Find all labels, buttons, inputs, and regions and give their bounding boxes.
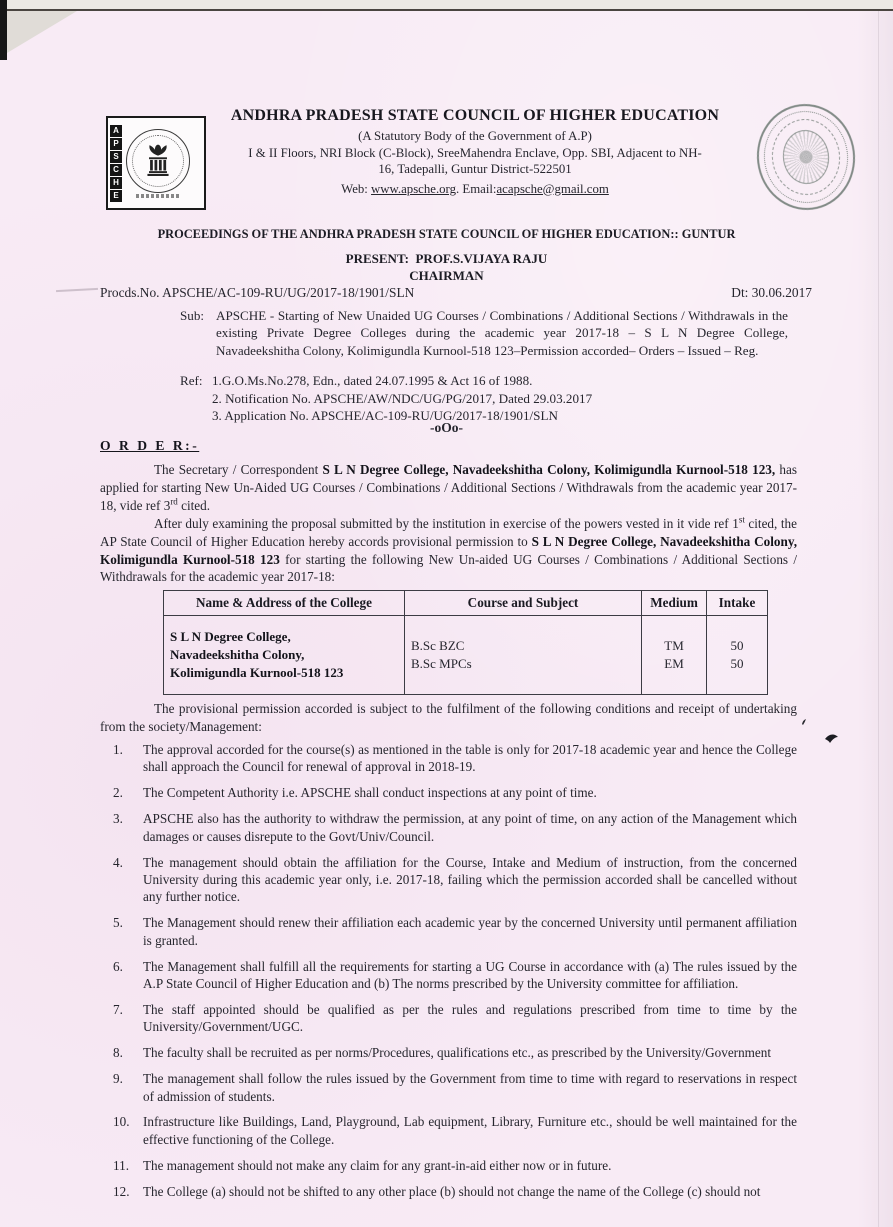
present-line bbox=[0, 251, 893, 267]
apsche-logo bbox=[106, 116, 206, 210]
address-line-2: 16, Tadepalli, Guntur District-522501 bbox=[378, 162, 572, 177]
scanner-edge-left bbox=[0, 0, 7, 60]
logo-letter: H bbox=[110, 177, 122, 189]
scanner-edge-top bbox=[0, 0, 893, 11]
reference-label: Ref: bbox=[180, 373, 203, 388]
paper-crease bbox=[56, 288, 98, 292]
subject-text: APSCHE - Starting of New Unaided UG Courses / Combinations / Additional Sections / Withdrawals in the existing Private Degree Colleges during the academic year 2017-18 – S L N Degree College, Navadeekshitha Colony, Kolimigundla Kurnool-518 123–Permission accorded– Orders – Issued – Reg. bbox=[216, 308, 788, 358]
condition-item bbox=[113, 1001, 797, 1036]
chairman-designation: CHAIRMAN bbox=[409, 268, 484, 283]
order-paragraph-2 bbox=[100, 515, 797, 586]
condition-item bbox=[113, 741, 797, 776]
condition-text: The College (a) should not be shifted to any other place (b) should not change the name of the College (c) should not bbox=[143, 1183, 761, 1199]
condition-text: Infrastructure like Buildings, Land, Playground, Lab equipment, Library, Furniture etc., should be well maintained for the effective functioning of the College. bbox=[143, 1114, 797, 1147]
lamp-pillar-emblem-icon bbox=[126, 129, 190, 193]
college-line: S L N Degree College, bbox=[170, 629, 291, 644]
logo-emblem bbox=[124, 124, 192, 202]
council-seal-stamp-icon bbox=[751, 98, 861, 215]
condition-text: The Management should renew their affiliation each academic year by the concerned University until permanent affiliation is granted. bbox=[143, 915, 797, 948]
conditions-list bbox=[113, 741, 797, 1209]
condition-number: 7. bbox=[113, 1001, 123, 1017]
course-line: B.Sc BZC bbox=[411, 638, 465, 653]
course-cell bbox=[405, 616, 642, 695]
proceeding-number: Procds.No. APSCHE/AC-109-RU/UG/2017-18/1901/SLN bbox=[100, 285, 415, 300]
condition-item bbox=[113, 914, 797, 949]
col-header-course: Course and Subject bbox=[405, 591, 642, 616]
reference-item: 2. Notification No. APSCHE/AW/NDC/UG/PG/2017, Dated 29.03.2017 bbox=[212, 390, 593, 406]
period: . bbox=[455, 181, 460, 196]
para1-seg1: The Secretary / Correspondent bbox=[154, 462, 323, 477]
intake-cell bbox=[707, 616, 768, 695]
college-line: Kolimigundla Kurnool-518 123 bbox=[170, 665, 344, 680]
condition-text: The approval accorded for the course(s) as mentioned in the table is only for 2017-18 academic year and hence the College shall approach the Council for renewal of approval in 2018-19. bbox=[143, 742, 797, 775]
ooo-separator: -oOo- bbox=[430, 420, 463, 435]
logo-letter: E bbox=[110, 190, 122, 202]
address-line-1: I & II Floors, NRI Block (C-Block), SreeMahendra Enclave, Opp. SBI, Adjacent to NH- bbox=[248, 145, 702, 160]
ordinal-superscript: rd bbox=[170, 496, 178, 507]
email-label: Email: bbox=[462, 181, 497, 196]
para2-seg1: After duly examining the proposal submitted by the institution in exercise of the powers vested in it vide ref 1 bbox=[154, 516, 739, 531]
table-row bbox=[164, 616, 768, 695]
proceeding-date: Dt: 30.06.2017 bbox=[731, 285, 812, 300]
condition-text: The management should obtain the affiliation for the Course, Intake and Medium of instruction, from the concerned University during this academic year only, i.e. 2017-18, failing which the permission accorded shall be cancelled without any further notice. bbox=[143, 854, 797, 905]
college-name-bold: S L N Degree College, Navadeekshitha Colony, Kolimigundla Kurnool-518 123, bbox=[322, 462, 776, 477]
subject-label: Sub: bbox=[180, 308, 205, 323]
condition-text: The Management shall fulfill all the requirements for starting a UG Course in accordance with (a) The rules issued by the A.P State Council of Higher Education and (b) The norms prescribed by the University committee for affiliation. bbox=[143, 958, 797, 991]
pen-tick-mark-icon bbox=[800, 718, 808, 726]
reference-item: 3. Application No. APSCHE/AC-109-RU/UG/2017-18/1901/SLN bbox=[212, 408, 558, 424]
college-line: Navadeekshitha Colony, bbox=[170, 647, 305, 662]
logo-letter: S bbox=[110, 151, 122, 163]
condition-text: APSCHE also has the authority to withdraw the permission, at any point of time, on any action of the Management which damages or causes disrepute to the Govt/Univ/Council. bbox=[143, 811, 797, 844]
col-header-college: Name & Address of the College bbox=[164, 591, 405, 616]
condition-number: 8. bbox=[113, 1045, 123, 1061]
condition-number: 11. bbox=[113, 1157, 129, 1173]
condition-text: The faculty shall be recruited as per norms/Procedures, qualifications etc., as prescribed by the University/Government bbox=[143, 1045, 772, 1061]
page-corner-fold bbox=[7, 11, 77, 53]
ordinal-superscript: st bbox=[738, 514, 745, 525]
table-header-row bbox=[164, 591, 768, 616]
order-paragraph-1 bbox=[100, 461, 797, 514]
condition-number: 3. bbox=[113, 811, 123, 827]
condition-text: The staff appointed should be qualified as per the rules and regulations prescribed from time to time by the University/Government/UGC. bbox=[143, 1001, 797, 1035]
col-header-medium: Medium bbox=[642, 591, 707, 616]
condition-item bbox=[113, 1113, 797, 1148]
logo-letter: A bbox=[110, 125, 122, 137]
condition-item bbox=[113, 854, 797, 906]
intake-line: 50 bbox=[730, 638, 744, 653]
proceeding-number-row bbox=[100, 285, 812, 301]
para1-seg3: cited. bbox=[177, 497, 211, 513]
pen-squiggle-mark-icon bbox=[824, 733, 844, 747]
condition-item bbox=[113, 1044, 797, 1061]
medium-cell bbox=[642, 616, 707, 695]
intake-line: 50 bbox=[730, 656, 744, 671]
logo-letter: C bbox=[110, 164, 122, 176]
condition-number: 5. bbox=[113, 915, 123, 931]
condition-item bbox=[113, 810, 797, 845]
present-label: PRESENT: bbox=[345, 251, 409, 266]
college-cell bbox=[164, 616, 405, 695]
college-name-bold: S L N Degree College, Navadeekshitha Colony, Kolimigundla Kurnool-518 123 bbox=[100, 533, 798, 567]
page-edge-right bbox=[878, 11, 879, 1227]
proceedings-title: PROCEEDINGS OF THE ANDHRA PRADESH STATE COUNCIL OF HIGHER EDUCATION:: GUNTUR bbox=[157, 227, 736, 241]
medium-line: EM bbox=[664, 656, 684, 671]
condition-text: The Competent Authority i.e. APSCHE shall conduct inspections at any point of time. bbox=[143, 785, 597, 801]
chairman-name: PROF.S.VIJAYA RAJU bbox=[415, 251, 548, 266]
conditions-intro: The provisional permission accorded is subject to the fulfilment of the following conditions and receipt of undertaking from the society/Management: bbox=[100, 701, 797, 734]
logo-letter: P bbox=[110, 138, 122, 150]
condition-number: 6. bbox=[113, 958, 123, 974]
subject-block bbox=[180, 307, 788, 359]
condition-number: 12. bbox=[113, 1183, 130, 1199]
reference-item: 1.G.O.Ms.No.278, Edn., dated 24.07.1995 & Act 16 of 1988. bbox=[212, 373, 533, 388]
condition-item bbox=[113, 958, 797, 993]
condition-number: 10. bbox=[113, 1114, 130, 1130]
statutory-line: (A Statutory Body of the Government of A.P) bbox=[358, 129, 592, 144]
order-heading: O R D E R:- bbox=[100, 438, 200, 453]
org-title: ANDHRA PRADESH STATE COUNCIL OF HIGHER EDUCATION bbox=[230, 107, 720, 124]
para1-seg2: has applied for starting New Un-Aided UG Courses / Combinations / Additional Sections / Withdrawals from the academic year 2017-18, vide ref 3 bbox=[100, 462, 797, 513]
logo-letter-strip bbox=[110, 125, 122, 202]
website-url: www.apsche.org bbox=[371, 181, 456, 196]
reference-list bbox=[212, 372, 592, 425]
condition-item bbox=[113, 784, 797, 801]
web-label: Web: bbox=[341, 181, 368, 196]
condition-number: 1. bbox=[113, 742, 123, 757]
para2-seg2: cited, the AP State Council of Higher Education hereby accords provisional permission to bbox=[100, 516, 797, 549]
medium-line: TM bbox=[664, 638, 684, 653]
condition-number: 9. bbox=[113, 1071, 123, 1087]
course-line: B.Sc MPCs bbox=[411, 656, 472, 671]
condition-number: 4. bbox=[113, 854, 123, 870]
web-email-line bbox=[212, 181, 738, 197]
telugu-caption bbox=[136, 194, 180, 198]
letterhead bbox=[212, 106, 738, 197]
condition-item bbox=[113, 1157, 797, 1174]
condition-text: The management shall follow the rules issued by the Government from time to time with regard to reservations in respect of admission of students. bbox=[143, 1071, 797, 1104]
condition-item bbox=[113, 1070, 797, 1105]
condition-item bbox=[113, 1183, 797, 1200]
col-header-intake: Intake bbox=[707, 591, 768, 616]
reference-block bbox=[180, 372, 592, 425]
para2-seg3: for starting the following New Un-aided UG Courses / Combinations / Additional Sections / Withdrawals for the academic year 2017-18: bbox=[100, 551, 797, 585]
condition-text: The management should not make any claim for any grant-in-aid either now or in future. bbox=[143, 1157, 612, 1173]
permission-table bbox=[163, 590, 768, 695]
condition-number: 2. bbox=[113, 785, 123, 801]
email-address: acapsche@gmail.com bbox=[496, 181, 609, 196]
